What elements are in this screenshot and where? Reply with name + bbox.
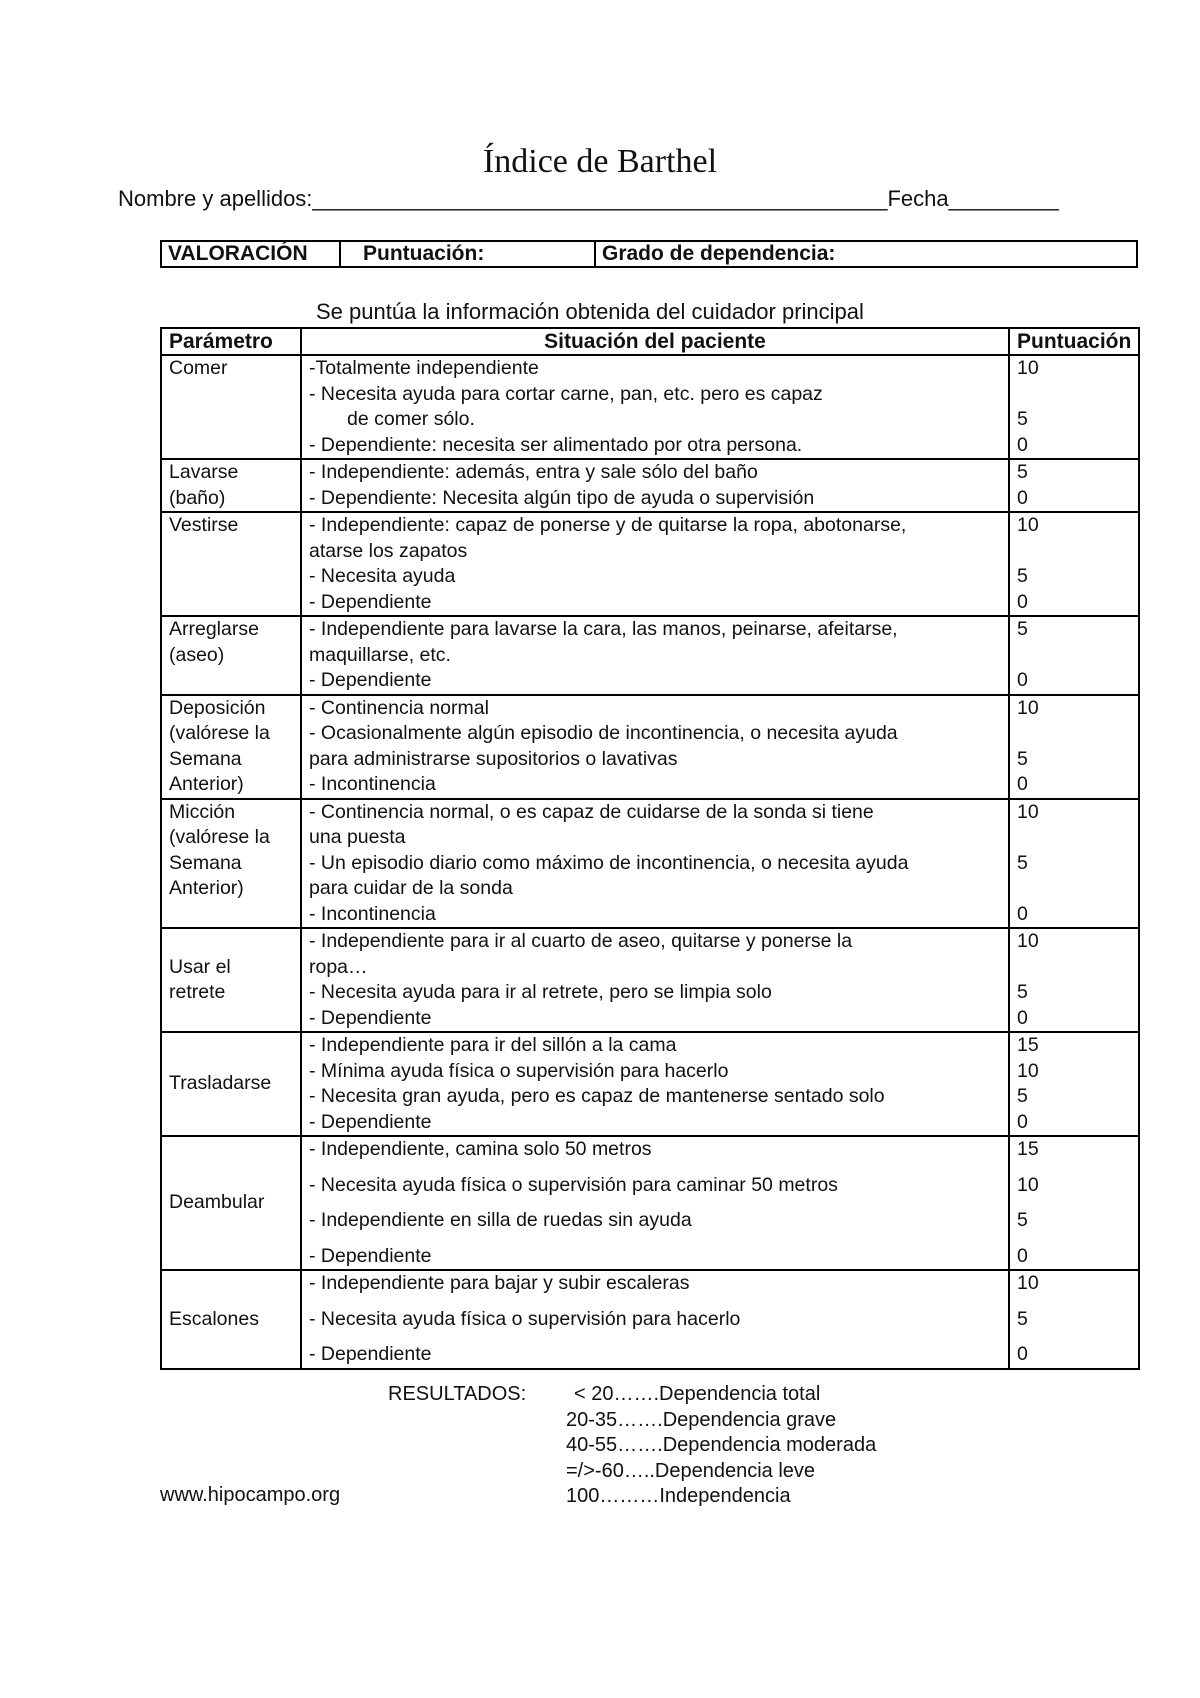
table-row	[161, 799, 1139, 929]
table-row	[161, 512, 1139, 616]
situation-line: - Dependiente	[309, 669, 432, 691]
valoracion-table	[160, 240, 1138, 268]
valoracion-label: VALORACIÓN	[161, 241, 340, 267]
situation-cell	[301, 1270, 1009, 1369]
situation-line: - Necesita ayuda	[309, 565, 456, 587]
situation-line: - Ocasionalmente algún episodio de incontinencia, o necesita ayuda	[309, 722, 898, 744]
name-date-line: Nombre y apellidos:_______________________________________________Fecha_________	[118, 186, 1059, 211]
parameter-label: (baño)	[169, 486, 226, 509]
grado-dependencia-label: Grado de dependencia:	[595, 241, 1137, 267]
result-item: 40-55…….Dependencia moderada	[566, 1434, 877, 1456]
score-value: 0	[1017, 433, 1028, 456]
situation-cell	[301, 928, 1009, 1032]
situation-line: de comer sólo.	[347, 408, 475, 430]
situation-line: -Totalmente independiente	[309, 357, 539, 379]
header-parametro: Parámetro	[161, 328, 301, 355]
situation-line: - Necesita ayuda física o supervisión para caminar 50 metros	[309, 1173, 838, 1196]
parameter-label: Micción	[169, 800, 236, 823]
situation-line: - Incontinencia	[309, 902, 436, 925]
score-value: 0	[1017, 669, 1028, 691]
score-value: 10	[1017, 696, 1039, 719]
parameter-label: Comer	[169, 357, 228, 379]
situation-line: - Dependiente	[309, 1244, 432, 1267]
situation-line: - Independiente para ir al cuarto de aseo, quitarse y ponerse la	[309, 930, 853, 952]
score-value: 10	[1017, 800, 1039, 823]
situation-line: - Independiente para ir del sillón a la cama	[309, 1034, 677, 1056]
table-row	[161, 616, 1139, 695]
score-value: 5	[1017, 1085, 1028, 1107]
score-cell	[1009, 799, 1139, 929]
situation-line: - Necesita gran ayuda, pero es capaz de mantenerse sentado solo	[309, 1085, 885, 1107]
score-value: 5	[1017, 747, 1028, 770]
score-value	[1017, 643, 1131, 669]
situation-line: - Un episodio diario como máximo de incontinencia, o necesita ayuda	[309, 851, 909, 874]
situation-line: ropa…	[309, 955, 368, 978]
score-value: 5	[1017, 1209, 1028, 1231]
situation-line: - Independiente en silla de ruedas sin ayuda	[309, 1209, 692, 1231]
score-value: 10	[1017, 930, 1039, 952]
parameter-label: Lavarse	[169, 461, 239, 483]
parameter-cell	[161, 1032, 301, 1136]
score-value: 10	[1017, 1272, 1039, 1294]
situation-line: - Necesita ayuda física o supervisión para hacerlo	[309, 1307, 741, 1330]
score-value: 10	[1017, 357, 1039, 379]
header-row	[161, 328, 1139, 355]
score-cell	[1009, 1270, 1139, 1369]
situation-cell	[301, 1136, 1009, 1270]
score-value	[1017, 825, 1131, 851]
parameter-label: Usar el	[169, 955, 231, 978]
result-item: < 20…….Dependencia total	[574, 1383, 821, 1405]
parameter-cell	[161, 695, 301, 799]
parameter-label: (valórese la	[169, 722, 270, 744]
score-value: 10	[1017, 1173, 1039, 1196]
situation-line: atarse los zapatos	[309, 539, 468, 562]
situation-line: - Independiente para lavarse la cara, las manos, peinarse, afeitarse,	[309, 618, 898, 640]
score-value: 0	[1017, 773, 1028, 795]
score-value: 5	[1017, 565, 1028, 587]
situation-line: - Dependiente	[309, 1343, 432, 1365]
score-value: 0	[1017, 1343, 1028, 1365]
situation-cell	[301, 616, 1009, 695]
situation-line: para cuidar de la sonda	[309, 877, 513, 899]
situation-cell	[301, 355, 1009, 459]
score-cell	[1009, 459, 1139, 512]
subtitle: Se puntúa la información obtenida del cuidador principal	[316, 299, 864, 324]
parameter-label: Deposición	[169, 696, 266, 719]
parameter-cell	[161, 616, 301, 695]
score-cell	[1009, 512, 1139, 616]
situation-line: - Dependiente	[309, 1110, 432, 1133]
situation-cell	[301, 459, 1009, 512]
parameter-cell	[161, 1270, 301, 1369]
parameter-label: Trasladarse	[169, 1072, 272, 1095]
score-value: 15	[1017, 1034, 1039, 1056]
score-value: 0	[1017, 1110, 1028, 1133]
score-value	[1017, 955, 1131, 981]
situation-line: - Continencia normal, o es capaz de cuidarse de la sonda si tiene	[309, 800, 874, 823]
situation-line: para administrarse supositorios o lavativas	[309, 747, 678, 770]
parameter-label: Anterior)	[169, 773, 244, 795]
situation-cell	[301, 799, 1009, 929]
parameter-label: Arreglarse	[169, 618, 259, 640]
score-value: 5	[1017, 1307, 1028, 1330]
parameter-label: Semana	[169, 851, 242, 874]
parameter-label: retrete	[169, 981, 226, 1003]
parameter-cell	[161, 928, 301, 1032]
parameter-label: Semana	[169, 747, 242, 770]
score-cell	[1009, 1032, 1139, 1136]
header-puntuacion: Puntuación	[1009, 328, 1139, 355]
result-item: 100………Independencia	[566, 1485, 791, 1507]
table-row	[161, 1032, 1139, 1136]
score-value: 0	[1017, 902, 1028, 925]
score-cell	[1009, 355, 1139, 459]
parameter-cell	[161, 512, 301, 616]
situation-line: maquillarse, etc.	[309, 643, 451, 666]
parameter-label: (valórese la	[169, 826, 270, 848]
result-item: 20-35…….Dependencia grave	[566, 1408, 837, 1431]
parameter-cell	[161, 355, 301, 459]
results-label: RESULTADOS:	[388, 1383, 527, 1405]
situation-line: - Independiente para bajar y subir escaleras	[309, 1272, 690, 1294]
situation-cell	[301, 512, 1009, 616]
score-cell	[1009, 616, 1139, 695]
situation-line: - Necesita ayuda para cortar carne, pan, etc. pero es capaz	[309, 382, 823, 405]
score-cell	[1009, 695, 1139, 799]
table-row	[161, 928, 1139, 1032]
score-value: 0	[1017, 486, 1028, 509]
parameter-cell	[161, 799, 301, 929]
table-row	[161, 459, 1139, 512]
parameter-cell	[161, 459, 301, 512]
score-value: 5	[1017, 851, 1028, 874]
situation-line: - Independiente: además, entra y sale sólo del baño	[309, 461, 758, 483]
result-item: =/>-60…..Dependencia leve	[566, 1459, 816, 1482]
score-value	[1017, 721, 1131, 747]
score-value: 10	[1017, 1059, 1039, 1082]
situation-line: - Continencia normal	[309, 696, 489, 719]
situation-line: - Dependiente: necesita ser alimentado por otra persona.	[309, 433, 803, 456]
table-row	[161, 695, 1139, 799]
score-value: 0	[1017, 1006, 1028, 1029]
header-situacion: Situación del paciente	[301, 328, 1009, 355]
situation-line: - Mínima ayuda física o supervisión para hacerlo	[309, 1059, 729, 1082]
website-footer: www.hipocampo.org	[160, 1484, 341, 1506]
situation-line: - Dependiente	[309, 1006, 432, 1029]
score-cell	[1009, 1136, 1139, 1270]
situation-line: - Independiente, camina solo 50 metros	[309, 1138, 652, 1160]
parameter-label: Vestirse	[169, 514, 239, 536]
puntuacion-label: Puntuación:	[340, 241, 595, 267]
score-value: 5	[1017, 618, 1028, 640]
score-value: 0	[1017, 590, 1028, 613]
parameter-label: Anterior)	[169, 877, 244, 899]
barthel-table	[160, 327, 1140, 1370]
table-row	[161, 355, 1139, 459]
situation-line: una puesta	[309, 826, 406, 848]
parameter-label: (aseo)	[169, 643, 225, 666]
score-value: 5	[1017, 981, 1028, 1003]
score-value: 0	[1017, 1244, 1028, 1267]
situation-cell	[301, 1032, 1009, 1136]
score-value	[1017, 539, 1131, 565]
situation-line: - Independiente: capaz de ponerse y de quitarse la ropa, abotonarse,	[309, 514, 907, 536]
score-value: 5	[1017, 461, 1028, 483]
score-value	[1017, 876, 1131, 902]
situation-line: - Incontinencia	[309, 773, 436, 795]
parameter-label: Deambular	[169, 1191, 265, 1214]
table-row	[161, 1270, 1139, 1369]
situation-line: - Necesita ayuda para ir al retrete, pero se limpia solo	[309, 981, 772, 1003]
score-value	[1017, 382, 1131, 408]
situation-line: - Dependiente: Necesita algún tipo de ayuda o supervisión	[309, 486, 815, 509]
score-value: 15	[1017, 1138, 1039, 1160]
score-cell	[1009, 928, 1139, 1032]
score-value: 10	[1017, 514, 1039, 536]
situation-cell	[301, 695, 1009, 799]
page-title: Índice de Barthel	[482, 143, 718, 180]
parameter-label: Escalones	[169, 1307, 259, 1330]
score-value: 5	[1017, 408, 1028, 430]
parameter-cell	[161, 1136, 301, 1270]
situation-line: - Dependiente	[309, 590, 432, 613]
table-row	[161, 1136, 1139, 1270]
